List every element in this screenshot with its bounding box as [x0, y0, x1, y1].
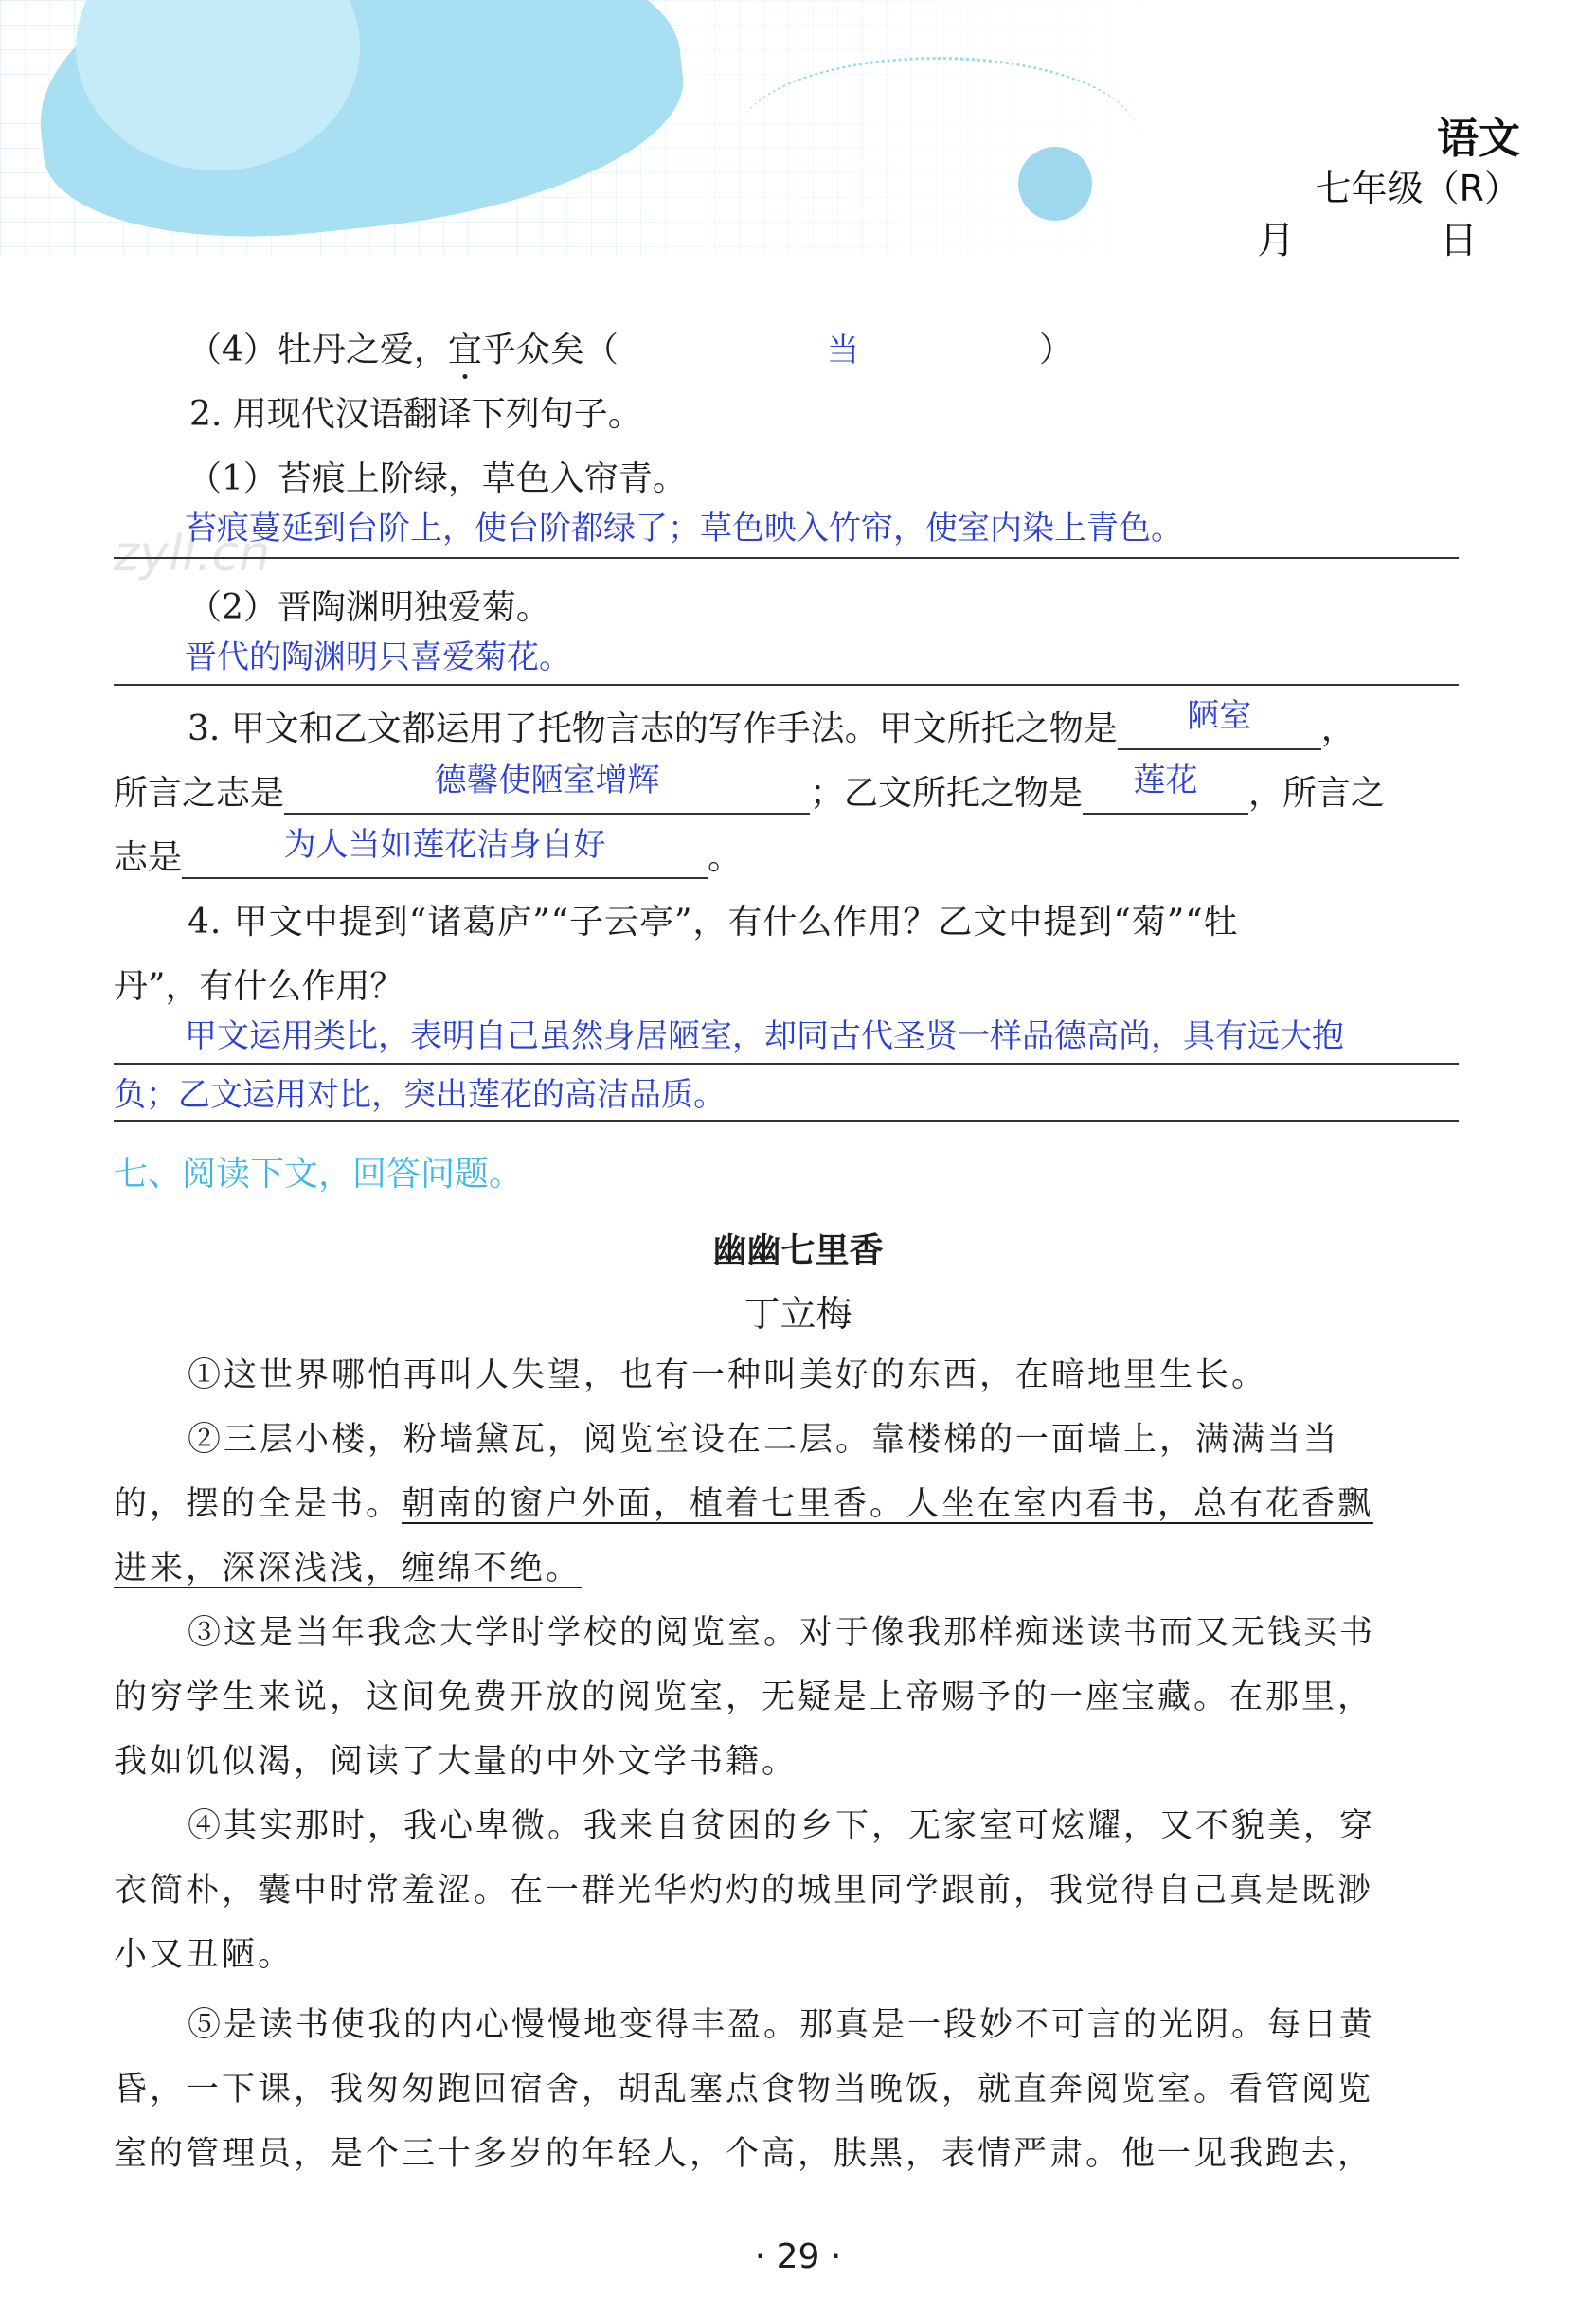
question-4-line-2: 丹”，有什么作用？	[114, 967, 404, 1006]
paragraph-5-line-2: 昏，一下课，我匆匆跑回宿舍，胡乱塞点食物当晚饭，就直奔阅览室。看管阅览	[114, 2071, 1374, 2109]
paragraph-2-line-2: 的，摆的全是书。朝南的窗户外面，植着七里香。人坐在室内看书，总有花香飘	[114, 1485, 1374, 1523]
answer-line	[114, 557, 1459, 559]
question-3-line-2: 所言之志是 德馨使陋室增辉 ；乙文所托之物是 莲花 ，所言之	[114, 762, 1386, 813]
header-subject: 语文	[1437, 115, 1520, 163]
answer-3-object-a: 陋室	[1187, 697, 1252, 735]
question-1-4: （4）牡丹之爱，宜乎众矣（ 当 ）	[188, 331, 1073, 369]
answer-1-4: 当	[826, 332, 859, 369]
answer-3-aspiration-b: 为人当如莲花洁身自好	[283, 826, 606, 864]
page-number: · 29 ·	[754, 2237, 842, 2276]
header-date: 月 日	[1257, 219, 1525, 262]
paragraph-1: ①这世界哪怕再叫人失望，也有一种叫美好的东西，在暗地里生长。	[188, 1356, 1268, 1394]
answer-line	[114, 1063, 1459, 1065]
question-2-label: 2. 用现代汉语翻译下列句子。	[189, 395, 642, 434]
paragraph-3-line-2: 的穷学生来说，这间免费开放的阅览室，无疑是上帝赐予的一座宝藏。在那里，	[114, 1678, 1374, 1716]
answer-4-line-1: 甲文运用类比，表明自己虽然身居陋室，却同古代圣贤一样品德高尚，具有远大抱	[185, 1017, 1344, 1055]
question-4-line-1: 4. 甲文中提到“诸葛庐”“子云亭”，有什么作用？乙文中提到“菊”“牡	[188, 903, 1239, 942]
section-7-heading: 七、阅读下文，回答问题。	[114, 1155, 524, 1193]
answer-2-2: 晋代的陶渊明只喜爱菊花。	[185, 638, 571, 676]
answer-4-line-2: 负；乙文运用对比，突出莲花的高洁品质。	[114, 1076, 726, 1114]
paragraph-5-line-1: ⑤是读书使我的内心慢慢地变得丰盈。那真是一段妙不可言的光阴。每日黄	[188, 2006, 1376, 2044]
answer-2-1: 苔痕蔓延到台阶上，使台阶都绿了；草色映入竹帘，使室内染上青色。	[185, 510, 1183, 547]
question-3-line-1: 3. 甲文和乙文都运用了托物言志的写作手法。甲文所托之物是 陋室 ，	[188, 697, 1355, 748]
paragraph-3-line-3: 我如饥似渴，阅读了大量的中外文学书籍。	[114, 1743, 798, 1781]
watermark: zyll.cn	[114, 526, 271, 583]
paragraph-3-line-1: ③这是当年我念大学时学校的阅览室。对于像我那样痴迷读书而又无钱买书	[188, 1614, 1376, 1652]
question-2-2: （2）晋陶渊明独爱菊。	[188, 588, 550, 627]
paragraph-4-line-2: 衣简朴，囊中时常羞涩。在一群光华灼灼的城里同学跟前，我觉得自己真是既渺	[114, 1872, 1374, 1910]
paragraph-2-line-1: ②三层小楼，粉墙黛瓦，阅览室设在二层。靠楼梯的一面墙上，满满当当	[188, 1421, 1340, 1459]
article-title: 幽幽七里香	[712, 1231, 884, 1270]
underlined-sentence: 朝南的窗户外面，植着七里香。人坐在室内看书，总有花香飘	[402, 1485, 1374, 1523]
answer-3-object-b: 莲花	[1133, 762, 1198, 799]
header-grade: 七年级（R）	[1315, 168, 1520, 209]
answer-line	[114, 1120, 1459, 1122]
paragraph-5-line-3: 室的管理员，是个三十多岁的年轻人，个高，肤黑，表情严肃。他一见我跑去，	[114, 2135, 1374, 2173]
answer-line	[114, 684, 1459, 686]
question-3-line-3: 志是 为人当如莲花洁身自好 。	[114, 826, 743, 877]
answer-3-aspiration-a: 德馨使陋室增辉	[434, 762, 660, 799]
paragraph-2-line-3: 进来，深深浅浅，缠绵不绝。	[114, 1550, 583, 1588]
header-circle-decoration	[1018, 147, 1092, 221]
question-2-1: （1）苔痕上阶绿，草色入帘青。	[188, 459, 687, 498]
paragraph-4-line-3: 小又丑陋。	[114, 1936, 295, 1974]
article-author: 丁立梅	[744, 1293, 852, 1335]
paragraph-4-line-1: ④其实那时，我心卑微。我来自贫困的乡下，无家室可炫耀，又不貌美，穿	[188, 1807, 1376, 1845]
